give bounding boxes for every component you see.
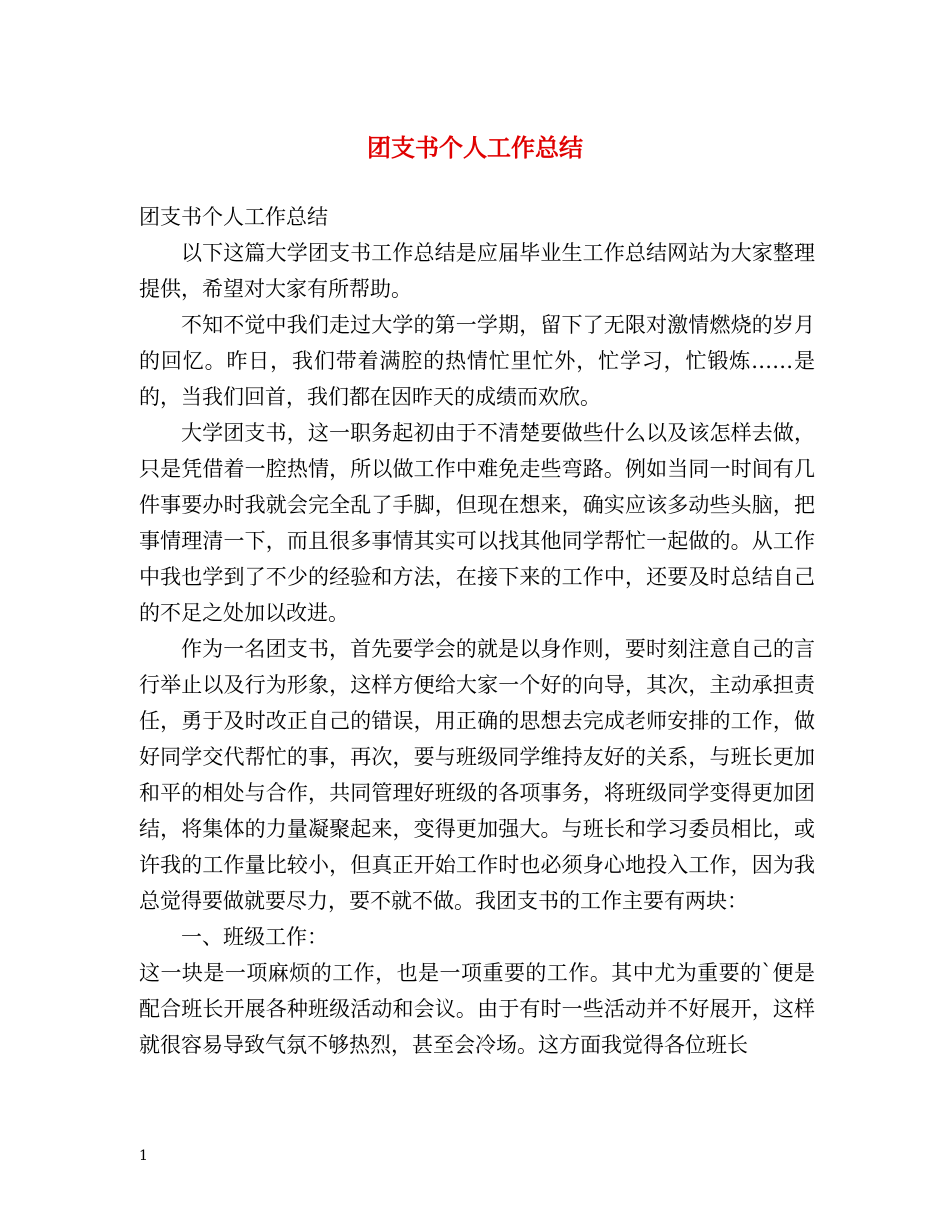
paragraph-duties: 作为一名团支书，首先要学会的就是以身作则，要时刻注意自己的言行举止以及行为形象，这样方便给大家一个好的向导，其次，主动承担责任，勇于及时改正自己的错误，用正确的思想去完成老师安排的工作，做好同学交代帮忙的事，再次，要与班级同学维持友好的关系，与班长更加和平的相处与合作，共同管理好班级的各项事务，将班级同学变得更加团结，将集体的力量凝聚起来，变得更加强大。与班长和学习委员相比，或许我的工作量比较小，但真正开始工作时也必须身心地投入工作，因为我总觉得要做就要尽力，要不就不做。我团支书的工作主要有两块： [139,637,815,913]
document-body [139,199,815,1063]
page-number: 1 [139,1148,148,1164]
paragraph-role: 大学团支书，这一职务起初由于不清楚要做些什么以及该怎样去做，只是凭借着一腔热情，所以做工作中难免走些弯路。例如当同一时间有几件事要办时我就会完全乱了手脚，但现在想来，确实应该多动些头脑，把事情理清一下，而且很多事情其实可以找其他同学帮忙一起做的。从工作中我也学到了不少的经验和方法，在接下来的工作中，还要及时总结自己的不足之处加以改进。 [139,421,815,625]
document-title: 团支书个人工作总结 [367,133,583,162]
paragraph-class-work: 这一块是一项麻烦的工作，也是一项重要的工作。其中尤为重要的`便是配合班长开展各种班级活动和会议。由于有时一些活动并不好展开，这样就很容易导致气氛不够热烈，甚至会冷场。这方面我觉得各位班长 [139,961,815,1057]
paragraph-memory: 不知不觉中我们走过大学的第一学期，留下了无限对激情燃烧的岁月的回忆。昨日，我们带着满腔的热情忙里忙外，忙学习，忙锻炼……是的，当我们回首，我们都在因昨天的成绩而欢欣。 [139,313,815,409]
paragraph-section-heading: 一、班级工作： [181,925,328,949]
paragraph-heading: 团支书个人工作总结 [139,205,328,229]
paragraph-intro: 以下这篇大学团支书工作总结是应届毕业生工作总结网站为大家整理提供，希望对大家有所帮助。 [139,241,815,301]
